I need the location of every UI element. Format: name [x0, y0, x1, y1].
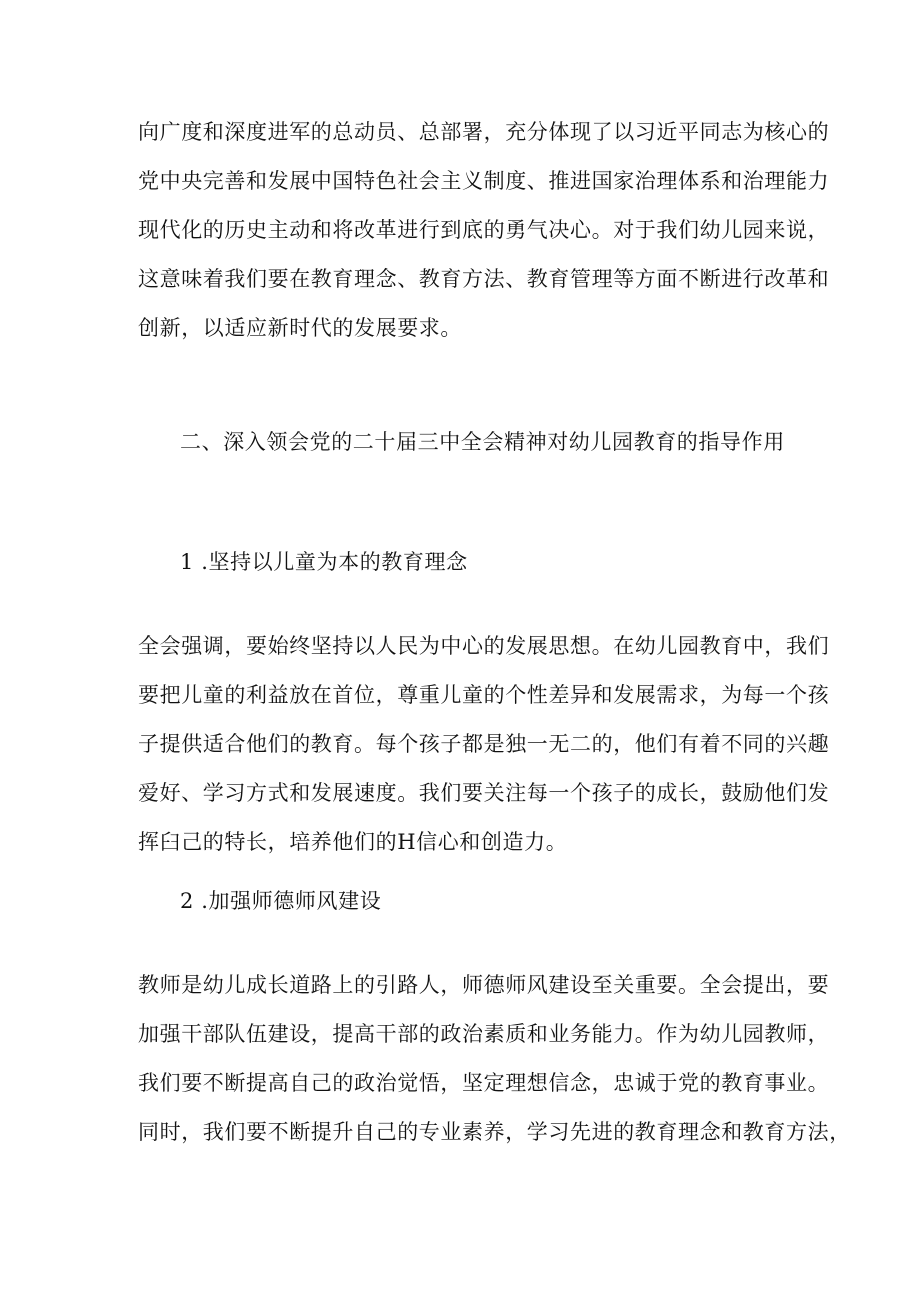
paragraph-line: 创新，以适应新时代的发展要求。 [138, 316, 462, 340]
paragraph-line: 教师是幼儿成长道路上的引路人，师德师风建设至关重要。全会提出，要 [138, 973, 830, 997]
paragraph-line: 要把儿童的利益放在首位，尊重儿童的个性差异和发展需求，为每一个孩 [138, 683, 830, 707]
paragraph-line: 向广度和深度进军的总动员、总部署，充分体现了以习近平同志为核心的 [138, 120, 830, 144]
paragraph-line: 党中央完善和发展中国特色社会主义制度、推进国家治理体系和治理能力 [138, 169, 830, 193]
paragraph-line: 现代化的历史主动和将改革进行到底的勇气决心。对于我们幼儿园来说， [138, 218, 830, 242]
item-1-title: 1 .坚持以儿童为本的教育理念 [180, 550, 468, 574]
paragraph-line: 全会强调，要始终坚持以人民为中心的发展思想。在幼儿园教育中，我们 [138, 634, 830, 658]
item-2-title: 2 .加强师德师风建设 [180, 889, 382, 913]
paragraph-line: 我们要不断提高自己的政治觉悟，坚定理想信念，忠诚于党的教育事业。 [138, 1071, 830, 1095]
paragraph-line: 子提供适合他们的教育。每个孩子都是独一无二的，他们有着不同的兴趣 [138, 732, 830, 756]
paragraph-line: 加强干部队伍建设，提高干部的政治素质和业务能力。作为幼儿园教师， [138, 1022, 830, 1046]
paragraph-line: 挥臼己的特长，培养他们的H信心和创造力。 [138, 830, 568, 854]
paragraph-line: 这意味着我们要在教育理念、教育方法、教育管理等方面不断进行改革和 [138, 267, 830, 291]
section-heading: 二、深入领会党的二十届三中全会精神对幼儿园教育的指导作用 [180, 430, 785, 454]
paragraph-line: 同时，我们要不断提升自己的专业素养，学习先进的教育理念和教育方法， [138, 1120, 851, 1144]
paragraph-line: 爱好、学习方式和发展速度。我们要关注每一个孩子的成长，鼓励他们发 [138, 781, 830, 805]
